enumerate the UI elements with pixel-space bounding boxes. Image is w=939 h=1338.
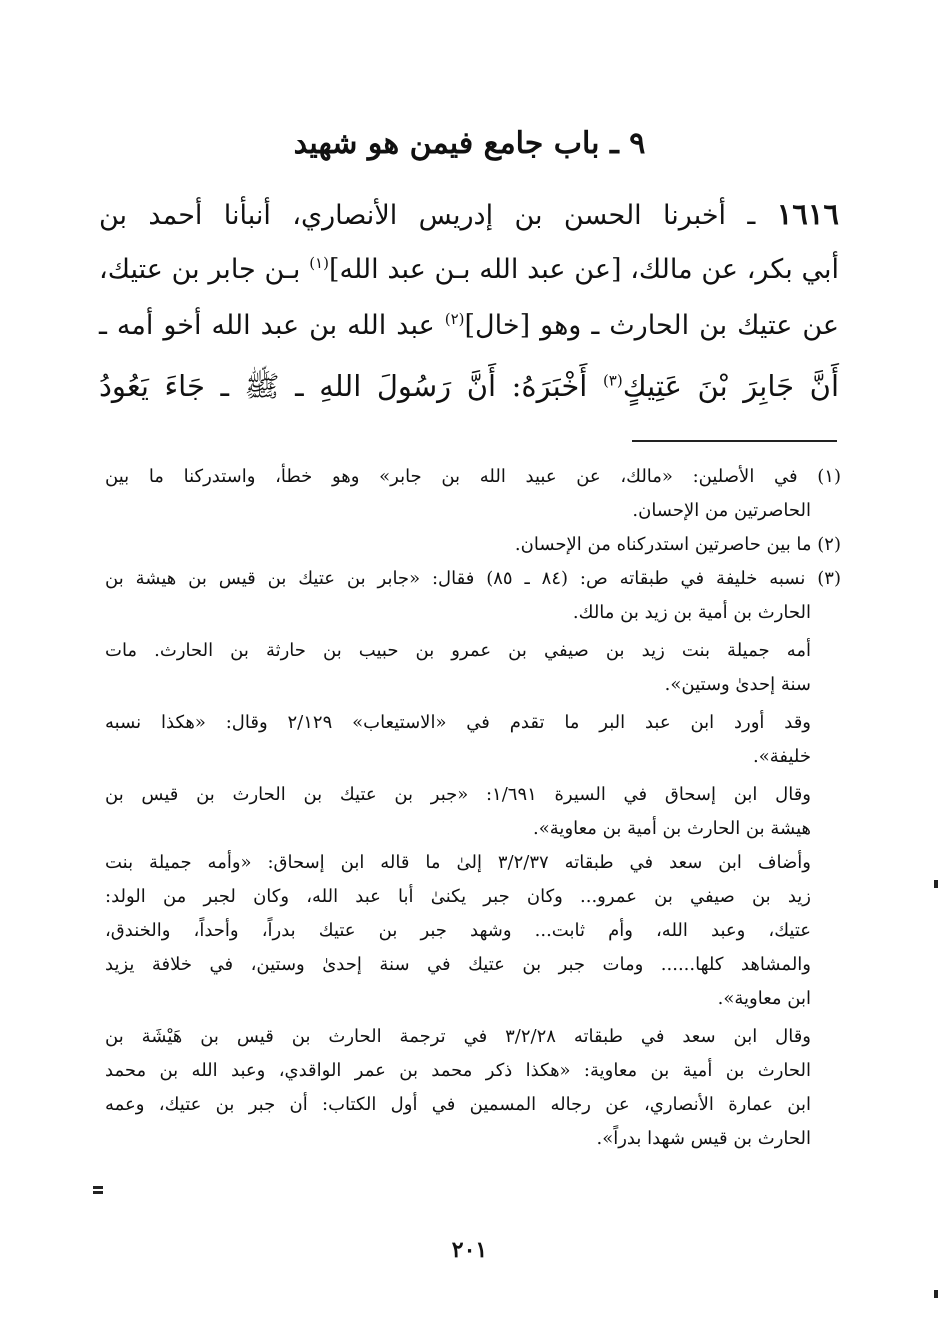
main-line	[99, 358, 839, 414]
scan-speck	[93, 1191, 103, 1194]
footnote-line: ابن عمارة الأنصاري، عن رجاله المسمين في أول الكتاب: أن جبر بن عتيك، وعمه	[105, 1094, 811, 1115]
main-line-text: عبد الله بن عبد الله أخو أمه ـ	[99, 310, 435, 341]
footnote-line: عتيك، وعبد الله، وأم ثابت... وشهد جبر بن عتيك بدراً، وأحداً، والخندق،	[105, 920, 811, 941]
footnote-line: وقال ابن إسحاق في السيرة ١/٦٩١: «جبر بن عتيك بن الحارث بن قيس بن	[105, 784, 811, 805]
main-line	[99, 186, 839, 242]
footnote-line: الحارث بن أمية بن معاوية: «هكذا ذكر محمد بن عمر الواقدي، وعبد الله بن محمد	[105, 1060, 811, 1081]
footnote-line: وقد أورد ابن عبد البر ما تقدم في «الاستيعاب» ٢/١٢٩ وقال: «هكذا نسبه	[105, 712, 811, 733]
footnote-separator	[632, 440, 837, 442]
footnote-line: (٣) نسبه خليفة في طبقاته ص: (٨٤ ـ ٨٥) فقال: «جابر بن عتيك بن قيس بن هيشة بن	[105, 568, 841, 589]
footnote-line: هيشة بن الحارث بن أمية بن معاوية».	[533, 818, 811, 839]
main-line-text: ـ أخبرنا الحسن بن إدريس الأنصاري، أنبأنا أحمد بن	[99, 200, 756, 231]
footnote-line: (١) في الأصلين: «مالك، عن عبيد الله بن جابر» وهو خطأ، واستدركنا ما بين	[105, 466, 841, 487]
page-number: ٢٠١	[451, 1237, 488, 1263]
main-line-text: أَنَّ جَابِرَ بْنَ عَتِيكٍ	[622, 369, 839, 403]
footnote-ref[interactable]: (٣)	[602, 371, 623, 390]
footnote-line: ابن معاوية».	[717, 988, 811, 1009]
footnote-line: الحارث بن أمية بن زيد بن مالك.	[572, 602, 811, 623]
scan-speck	[93, 1186, 103, 1189]
main-line	[99, 298, 839, 354]
chapter-title: ٩ ـ باب جامع فيمن هو شهيد	[293, 126, 646, 161]
footnote-line: خليفة».	[752, 746, 811, 767]
main-line-text: عن عتيك بن الحارث ـ وهو [خال]	[464, 310, 839, 341]
main-line-text: أبي بكر، عن مالك، [عن عبد الله بـن عبد الله]	[328, 254, 840, 285]
footnote-line: أمه جميلة بنت زيد بن صيفي بن عمرو بن حبيب بن حارثة بن الحارث. مات	[105, 640, 811, 661]
scan-speck	[934, 880, 938, 888]
footnote-line: وقال ابن سعد في طبقاته ٣/٢/٢٨ في ترجمة الحارث بن قيس بن هَيْشَة بن	[105, 1026, 811, 1047]
footnote-ref[interactable]: (٢)	[444, 310, 465, 328]
footnote-line: الحاصرتين من الإحسان.	[632, 500, 811, 521]
main-line	[99, 242, 839, 298]
footnote-line: الحارث بن قيس شهدا بدراً».	[596, 1128, 811, 1149]
footnote-line: سنة إحدىٰ وستين».	[664, 674, 811, 695]
main-line-text: أَخْبَرَهُ: أَنَّ رَسُولَ اللهِ ـ ﷺ ـ جَاءَ يَعُودُ	[99, 369, 588, 403]
footnotes	[105, 460, 841, 1156]
footnote-line: (٢) ما بين حاصرتين استدركناه من الإحسان.	[514, 534, 841, 555]
footnote-line: وأضاف ابن سعد في طبقاته ٣/٢/٣٧ إلىٰ ما قاله ابن إسحاق: «وأمه جميلة بنت	[105, 852, 811, 873]
hadith-text	[99, 186, 839, 414]
main-line-text: بـن جابر بن عتيك،	[99, 254, 301, 285]
footnote-ref[interactable]: (١)	[309, 254, 329, 272]
hadith-number: ١٦١٦	[776, 197, 839, 231]
footnote-line: زيد بن صيفي بن عمرو... وكان جبر يكنىٰ أبا عبد الله، وكان لجبر من الولد:	[105, 886, 811, 907]
footnote-line: والمشاهد كلها...... ومات جبر بن عتيك في سنة إحدىٰ وستين، في خلافة يزيد	[105, 954, 811, 975]
scan-speck	[934, 1290, 938, 1298]
